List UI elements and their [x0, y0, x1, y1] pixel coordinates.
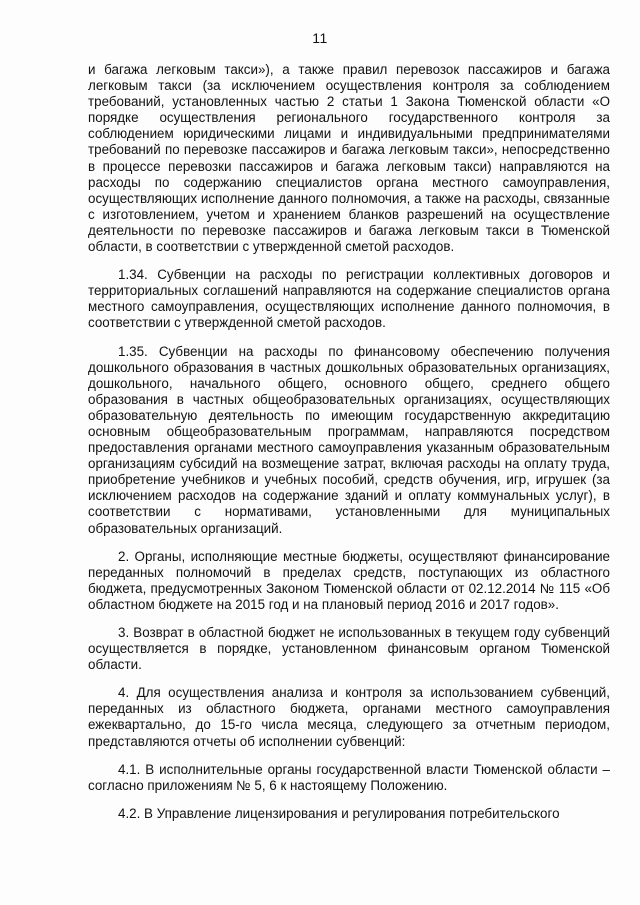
document-body	[88, 62, 610, 822]
paragraph-2: 2. Органы, исполняющие местные бюджеты, осуществляют финансирование переданных полномочий в пределах средств, поступающих из областного бюджета, предусмотренных Законом Тюменской области от 02.12.2014 № 115 «Об областном бюджете на 2015 год и на плановый период 2016 и 2017 годов».	[88, 548, 610, 612]
paragraph-3: 3. Возврат в областной бюджет не использованных в текущем году субвенций осуществляется в порядке, установленном финансовым органом Тюменской области.	[88, 625, 610, 673]
page-number: 11	[312, 30, 328, 46]
paragraph-4: 4. Для осуществления анализа и контроля за использованием субвенций, переданных из областного бюджета, органами местного самоуправления ежеквартально, до 15-го числа месяца, следующего за отчетным периодом, представляются отчеты об исполнении субвенций:	[88, 685, 610, 749]
paragraph-1-34: 1.34. Субвенции на расходы по регистрации коллективных договоров и территориальных соглашений направляются на содержание специалистов органа местного самоуправления, осуществляющих исполнение данного полномочия, в соответствии с утвержденной сметой расходов.	[88, 267, 610, 331]
paragraph-4-2: 4.2. В Управление лицензирования и регулирования потребительского	[118, 805, 560, 821]
paragraph-4-1: 4.1. В исполнительные органы государственной власти Тюменской области – согласно приложениям № 5, 6 к настоящему Положению.	[88, 761, 610, 793]
paragraph-1-35: 1.35. Субвенции на расходы по финансовому обеспечению получения дошкольного образования в частных дошкольных образовательных организациях, дошкольного, начального общего, основного общего, среднего общего образования в частных общеобразовательных организациях, осуществляющих образовательную деятельность по имеющим государственную аккредитацию основным общеобразовательным программам, направляются посредством предоставления органами местного самоуправления указанным образовательным организациям субсидий на возмещение затрат, включая расходы на оплату труда, приобретение учебников и учебных пособий, средств обучения, игр, игрушек (за исключением расходов на содержание зданий и оплату коммунальных услуг), в соответствии с нормативами, установленными для муниципальных образовательных организаций.	[88, 343, 610, 536]
paragraph-continuation: и багажа легковым такси»), а также правил перевозок пассажиров и багажа легковым такси (за исключением осуществления контроля за соблюдением требований, установленных частью 2 статьи 1 Закона Тюменской области «О порядке осуществления регионального государственного контроля за соблюдением юридическими лицами и индивидуальными предпринимателями требований по перевозке пассажиров и багажа легковым такси», непосредственно в процессе перевозки пассажиров и багажа легковым такси) направляются на расходы по содержанию специалистов органа местного самоуправления, осуществляющих исполнение данного полномочия, а также на расходы, связанные с изготовлением, учетом и хранением бланков разрешений на осуществление деятельности по перевозке пассажиров и багажа легковым такси в Тюменской области, в соответствии с утвержденной сметой расходов.	[88, 62, 610, 255]
